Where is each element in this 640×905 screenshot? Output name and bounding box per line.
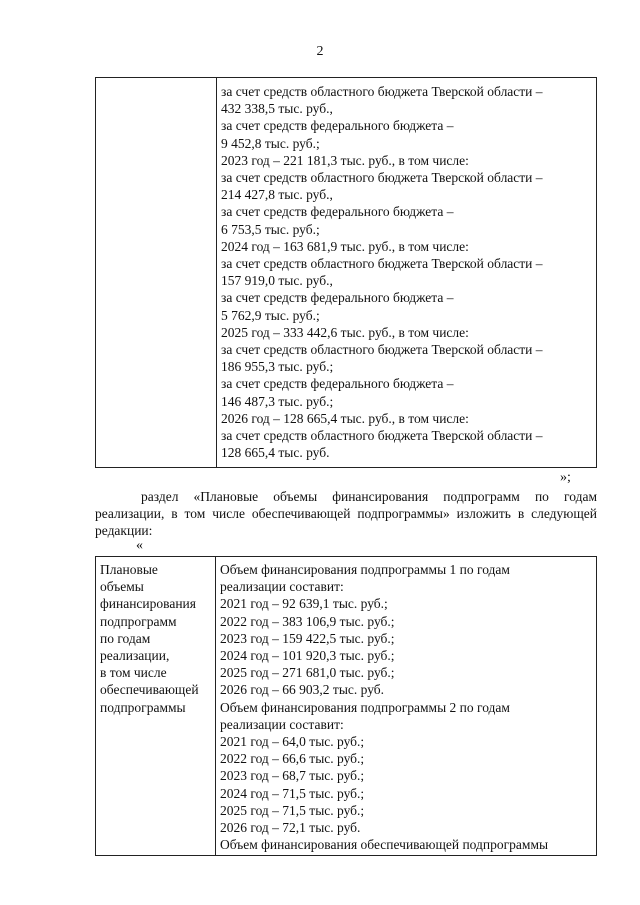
table-right-cell [217,78,597,468]
table-line: 2023 год – 159 422,5 тыс. руб.; [220,630,395,646]
table-line: 157 919,0 тыс. руб., [221,273,333,289]
table-line: реализации, [100,648,170,664]
table-line: 146 487,3 тыс. руб.; [221,393,334,409]
table-line: по годам [100,630,151,646]
page-number: 2 [316,44,324,59]
table-line: 432 338,5 тыс. руб., [221,101,333,117]
table-line: за счет средств федерального бюджета – [221,118,454,134]
closing-quote: »; [560,470,571,485]
table-line: 9 452,8 тыс. руб.; [221,135,320,151]
table-line: Объем финансирования обеспечивающей подпрограммы [220,837,549,853]
table-line: 2021 год – 92 639,1 тыс. руб.; [220,596,388,612]
opening-quote: « [136,538,143,553]
table-line: финансирования [100,596,196,612]
table-line: 2022 год – 66,6 тыс. руб.; [220,751,365,767]
table-line: Объем финансирования подпрограммы 1 по годам [220,562,510,577]
table-line: за счет средств областного бюджета Тверской области – [221,84,543,99]
table-line: 2025 год – 271 681,0 тыс. руб.; [220,665,395,681]
table-line: реализации составит: [220,716,344,732]
table-row [96,557,597,856]
table-line: подпрограмм [100,613,177,629]
table-line: 2023 год – 221 181,3 тыс. руб., в том числе: [221,152,469,168]
table-line: за счет средств областного бюджета Тверской области – [221,428,543,444]
table-line: 2025 год – 71,5 тыс. руб.; [220,802,365,818]
table-line: 214 427,8 тыс. руб., [221,187,333,203]
table-line: Объем финансирования подпрограммы 2 по годам [220,699,510,715]
table-line: 2026 год – 72,1 тыс. руб. [220,820,361,836]
table-line: 128 665,4 тыс. руб. [221,445,330,461]
table-line: объемы [100,579,144,595]
table-line: 2021 год – 64,0 тыс. руб.; [220,734,365,750]
table-line: 2023 год – 68,7 тыс. руб.; [220,768,365,784]
funding-table [95,556,597,856]
table-line: Плановые [100,562,158,577]
table-line: обеспечивающей [100,682,199,698]
table-row [96,78,597,468]
table-line: за счет средств федерального бюджета – [221,290,454,306]
table-line: 2025 год – 333 442,6 тыс. руб., в том числе: [221,324,469,340]
table-line: за счет средств федерального бюджета – [221,204,454,220]
table-line: в том числе [100,665,167,681]
body-paragraph [95,488,597,540]
paragraph-text: раздел «Плановые объемы финансирования подпрограмм по годам реализации, в том числе обеспечивающей подпрограммы» изложить в следующей редакции: [95,489,597,539]
table-line: 5 762,9 тыс. руб.; [221,307,320,323]
budget-table-continued [95,77,597,468]
table-line: за счет средств федерального бюджета – [221,376,454,392]
table-line: 2024 год – 101 920,3 тыс. руб.; [220,648,395,664]
table-line: за счет средств областного бюджета Тверской области – [221,256,543,272]
table-left-cell [96,78,217,468]
table-line: 186 955,3 тыс. руб.; [221,359,334,375]
table-line: за счет средств областного бюджета Тверской области – [221,342,543,358]
table-line: 2022 год – 383 106,9 тыс. руб.; [220,613,395,629]
table-line: 2024 год – 163 681,9 тыс. руб., в том числе: [221,238,469,254]
table-left-cell [96,557,216,856]
table-line: 2024 год – 71,5 тыс. руб.; [220,785,365,801]
table-line: 6 753,5 тыс. руб.; [221,221,320,237]
table-line: за счет средств областного бюджета Тверской области – [221,170,543,186]
table-line: 2026 год – 128 665,4 тыс. руб., в том числе: [221,410,469,426]
table-line: реализации составит: [220,579,344,595]
table-line: 2026 год – 66 903,2 тыс. руб. [220,682,385,698]
table-right-cell [216,557,597,856]
table-line: подпрограммы [100,699,186,715]
